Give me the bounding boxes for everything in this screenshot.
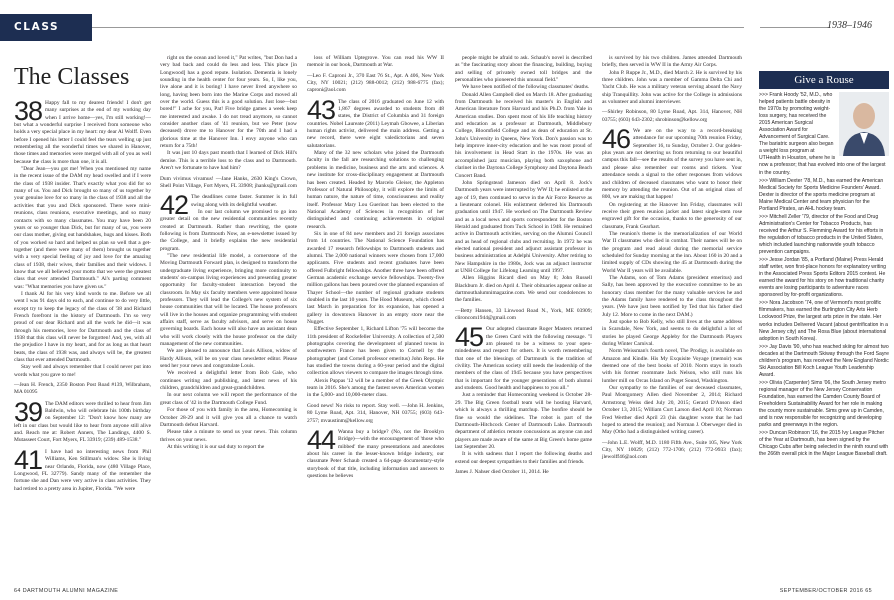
paragraph: people might be afraid to ask. Schaub's novel is described as "the fascinating story about the financing, building, buying and selling of privately owned toll bridges and the personalities who pioneered this unusual field."	[455, 55, 592, 84]
class-year-number: 46	[602, 124, 631, 155]
paragraph: I have had no interesting news from Phil Williams, Ken Stillman's widow. She is living near Orlando, Florida, now (480 Village Place, Longwood, FL 32779). Sandy many of the remember the fortune she and Dan were very active in class activities. They had retired to a pretty area in Jupiter, Florida. "We were	[14, 448, 151, 492]
sidebar-body	[759, 92, 889, 458]
signature: —Jean H. French, 2350 Boston Post Road #139, Wilbraham, MA 01095	[14, 382, 151, 396]
class-section	[160, 55, 297, 190]
signature: —Leo F. Caproni Jr., 370 East 76 St., Apt. A 406, New York City, NY 10021; (212) 988-0012; (212) 988-6775 (fax); caproni@aol.com	[307, 72, 444, 94]
class-section	[455, 322, 592, 476]
paragraph: Effective September 1, Richard Lifton '75 will become the 11th president of Rockefeller University. A collection of 2,500 photographs covering the development of planned towns in southwestern France has been given to Cornell by the photographer (and Cornell professor emeritus) John Reps. He has studied the towns during a 60-year period and the digital collection allows viewers to compare the images through time.	[307, 326, 444, 377]
sidebar-item: >>> Jay Davis '90, who has reached skiing for almost two decades at the Dartmouth Skiway through the Ford Sayre children's program, has received the New England Nordic Ski Association Bill Koch League Youth Leadership Award.	[759, 343, 889, 378]
column-3	[307, 55, 444, 580]
signature: James J. Nahser died October 11, 2014. He	[455, 468, 549, 475]
class-year-number: 41	[14, 444, 43, 475]
paragraph: It is with sadness that I report the following deaths and extend our deepest sympathies to their families and friends.	[455, 451, 592, 465]
paragraph: John Springstead Jameson died on April 8. Jock's Dartmouth years were interrupted by WW II; he enlisted at the age of 19, then continued to serve in the Air Force Reserve as a lieutenant colonel. His enlistment deferred his Dartmouth graduation until 1947. He worked on The Dartmouth Review and as a local news and sports correspondent for the Boston Herald and graduated from Tuck School in 1948. He remained active in Dartmouth activities, serving on the Alumni Council and as head of regional clubs and recruiting. In 1972 he was elected national president and adjunct assistant professor in business administration at Adelphi University. After retiring to New Hampshire in the 1980s, Jock was an adjunct instructor at UNH College for Lifelong Learning until 1997.	[455, 179, 592, 274]
paragraph: In our last column we promised to go into greater detail on the new residential communities recently created at Dartmouth. Rather than rewriting, the quote following is from Dartmouth Now, an e-newsletter issued by the College, and it briefly explains the new residential program.	[160, 208, 297, 252]
class-year-number: 39	[14, 396, 43, 427]
paragraph: Please take a minute to send us your news. This column thrives on your news.	[160, 429, 297, 443]
paragraph: We have been notified of the following classmates' deaths.	[462, 84, 590, 91]
paragraph: We received a delightful letter from Bob Gale, who continues writing and publishing, and latest news of his children, grandchildren and great-grandchildren.	[160, 370, 297, 392]
class-section	[14, 396, 151, 445]
page-title: The Classes	[14, 64, 130, 90]
sidebar-item: >>> William Dexter '78, M.D., has earned the American Medical Society for Sports Medicine Founders' Award. Dexter is director of the sports medicine program at Maine Medical Center and team physician for the Portland Pirates, an AHL hockey team.	[759, 177, 884, 212]
paragraph: The DAM editors were thrilled to hear from Jim Baldwin, who will celebrate his 100th birthday on September 12: "Don't know how many are left in our class but would like to hear from anyone still alive and. Reach me at: Robert Anners, The Landings, 4400 S. Mutasseet Court, Fort Myers, FL 33919; (239) 489-1538."	[14, 400, 151, 444]
paragraph: right on the ocean and loved it," Pat writes, "but Don had a very bad back and could do less and less. This place [in Longwood] has a good repute. Isolation. Dementia is lonely sounding in the health center for four years. So, I, like you, live alone and it is boring! I have never lived anywhere so long, having been born into the Marine Corps and moved all over the world. Guess this is a good solution. Just lose—but bored!" I ache for you, Pat! Five bridge games a week keep me interested and awake. I do not tread anymore, so cannot consider another class of '41 reunion, but we Peter (now deceased) drove me to Hanover for the 70th and I had a glorious time at the Hanover Inn. I envy anyone who can return for a 75th!	[160, 55, 297, 150]
class-section	[307, 424, 444, 480]
class-year-number: 42	[160, 190, 189, 221]
paragraph: is survived by his two children. James attended Dartmouth briefly, then served in WW II in the Army Air Corps.	[602, 55, 742, 69]
header-rule-right	[760, 27, 830, 28]
paragraph: It was just 10 days past month that I learned of Dick Hill's demise. This is a terrible loss to the class and to Dartmouth. Aren't we fortunate to have had him?	[160, 150, 297, 172]
paragraph: Happy fall to my dearest friends! I don't get many surprises at the end of my working day when I arrive home—yes, I'm still working!—but what a wonderful surprise I received from someone who holds a very special place in my heart: my dear Al Wolff. Even before I opened his letter I could feel the tears welling up just remembering all the wonderful times we shared in Hanover, those times and memories were merged with all of you as well because the class is more than one, it is all.	[14, 100, 151, 165]
paragraph: Many of the 32 new scholars who joined the Dartmouth faculty in the fall are researching solutions to challenging problems in medicine, business and the arts and sciences. A new institute for cross-disciplinary engagement at Dartmouth has been created. Headed by Marcelo Gleiser, the Appleton Professor of Natural Philosophy, it will explore the limits of human nature, the nature of time, consciousness and reality itself. Professor Mary Lou Guerinot has been elected to the National Academy of Sciences in recognition of her distinguished and continuing achievements in original research.	[307, 150, 444, 230]
sidebar-title: Give a Rouse	[759, 71, 889, 89]
class-section	[307, 94, 444, 425]
class-year-number: 38	[14, 96, 43, 126]
column-1	[14, 96, 151, 580]
sidebar-item: >>> Mitchell Zeller '79, director of the Food and Drug Administration's Center for Tobacco Products, has received the Arthur S. Flemming Award for his efforts in the regulation of tobacco products in the United States, which included launching nationwide youth tobacco prevention campaigns.	[759, 213, 884, 256]
paragraph: Just a reminder that Homecoming weekend is October 28-29. The Big Green football team will be hosting Harvard, which is always a thrilling matchup. The bonfire should be fine so would the sidelines. The robot is part of the Dartmouth-Hitchcock Center of Dartmouth Lake. Dartmouth department of athletics remote concussions as anyone can and players are made aware of the same at Big Green's home game last September 20.	[455, 392, 592, 450]
class-section	[307, 55, 444, 95]
signature: Dum vivimus vivamus! —Jane Hanks, 2630 King's Crown, Shell Point Village, Fort Myers, FL 33908; jhanks@gmail.com	[160, 175, 297, 189]
class-section	[455, 55, 592, 322]
paragraph: At this writing it is our sad duty to report the	[167, 443, 265, 450]
year-range: 1938–1946	[827, 20, 872, 31]
class-section	[602, 124, 742, 461]
sidebar-item: >>> Jesse Jordan '85, a Portland (Maine) Press Herald staff writer, won first-place honors for explanatory writing in the Associated Press Sports Editors 2015 contest. He earned the award for his story on how traditional charity events are losing participants to adventure races sponsored by for-profit organizations.	[759, 257, 887, 299]
header-rule-left	[92, 27, 744, 28]
paragraph: John P. Ruppe Jr., M.D., died March 2. He is survived by his three children. John was a member of Gamma Delta Chi and Yacht Club. He was a military veteran serving aboard the Navy ship Tranquillity. John was active for the College in admissions as volunteer and alumni interviewer.	[602, 69, 742, 106]
footer-left: 64 DARTMOUTH ALUMNI MAGAZINE	[14, 588, 119, 594]
sidebar-item: >>> Duncan Robinson '16, the 2015 Ivy League Pitcher of the Year at Dartmouth, has been signed by the Chicago Cubs after being selected in the ninth round with the 266th overall pick in the Major League Baseball draft.	[759, 430, 889, 458]
class-section	[602, 55, 742, 124]
class-year-number: 43	[307, 94, 336, 125]
class-year-number: 44	[307, 424, 336, 455]
sidebar-give-a-rouse	[759, 66, 889, 586]
class-section	[14, 444, 151, 493]
column-5	[602, 55, 742, 580]
column-2	[160, 55, 297, 580]
paragraph: Six in one of 84 new members and 21 foreign associates from 14 countries. The National Science Foundation has awarded 17 research fellowships to Dartmouth students and alumni. The 2,000 national winners were chosen from 17,000 applicants. Five students and recent graduates have been offered Fulbright fellowships. Another three have been offered German academic exchange service fellowships. Twenty-five million gallons has been poured over the planned expansion of Thayer School—the number of regional graduate students doubled in the last 10 years. The Hood Museum, which closed last March in preparation for its expansion, has opened a gallery in downtown Hanover in an empty store near the Nugget.	[307, 230, 444, 326]
paragraph: I thank Al for his very kind words to me. Before we all went I was 91 days old to each, and continue to do very little, except try to keep the legacy of the class of '38 and Richard French forefront in the history of Dartmouth. I'm so very proud of our dear Richard and all the work he did—it was through his memories, love for Dartmouth and the class of 1938 that this class will never be forgotten! And, yes, with all the prejudice I have in my heart, and for as long as that heart beats, the class of 1938 was, and always will be, the greatest class that ever attended Dartmouth.	[14, 290, 151, 364]
paragraph: The reunion's theme is the memorialization of our World War II classmates who died in combat. Their names will be on the program and read aloud during the memorial service scheduled for Sunday morning at the inn. About 160 in 20 and a limited supply of CDs showing the 45 at Dartmouth during the World War II years will be available.	[602, 230, 742, 274]
portrait-photo	[839, 92, 889, 156]
class-section	[14, 96, 151, 397]
sidebar-item: >>> Olivia (Carpenter) Sims '06, the South Jersey metro regional manager of the New Jersey Conservation Foundation, has earned the Camden County Board of Freeholders Sustainability Award for her role in making the county more sustainable. Sims grew up in Camden, and is now responsible for recognizing and developing parks and greenways in the region.	[759, 379, 886, 429]
paragraph: "The new residential life model, a cornerstone of the Moving Dartmouth Forward plan, is designed to transform the undergraduate living experience, bringing more continuity to students' on-campus living experiences and presenting greater opportunity for faculty-student interaction beyond the classroom. In May six faculty members were appointed house professors. They will lead the College's new system of six house communities that will be located. The house professors will live in the houses and organize programming with student affairs staff, serve as faculty advisors, and serve on house governing boards. Each house will also have an assistant dean who will work closely with the house professor on the daily management of the new communities.	[160, 252, 297, 348]
section-tab: CLASS NOTES	[0, 14, 92, 41]
class-year-number: 45	[455, 322, 484, 353]
signature: Good news! No risks to report. Stay well. —John H. Jenkins, 80 Lyme Road, Apt. 314, Hanover, NH 03755; (603) 643-2757; mvaustinm@kellow.org	[307, 402, 444, 424]
paragraph: Alexis Pappas '12 will be a member of the Greek Olympic team in 2016. She's among the fastest seven American women in the 5,000- and 10,000-meter class.	[307, 377, 444, 399]
paragraph: Allen Higgins Ricard died on May 8; John Russell Blackburn Jr. died on April 4. Their obituaries appear online at dartmouthalumnimagazine.com. We send our condolences to the families.	[455, 275, 592, 304]
sidebar-item: >>> Nora Jacobson '74, one of Vermont's most prolific filmmakers, has earned the Burlington City Arts Herb Lockwood Prize, the largest arts prize in the state. Her works includes Delivered Vacant (about gentrification in a New Jersey city) and The Rosa Blue (about international adoption in South Korea).	[759, 300, 889, 342]
paragraph: The class of 2016 graduated on June 12 with 1,867 degrees awarded to students from 48 states, the District of Columbia and 31 foreign countries. Nobel Laureate (2011) Leymah Gbowee, a Liberian human rights activist, delivered the main address. Getting a new record, there were eight valedictorians and seven salutatorians.	[307, 98, 444, 149]
paragraph: For those of you with family in the area, Homecoming is October 28-29 and it will give you all a chance to watch Dartmouth defeat Harvard.	[160, 407, 297, 428]
signature: —Shirley Robinson, 80 Lyme Road, Apt. 314, Hanover, NH 03755; (603) 643-2302; shrobinson@kellow.org	[602, 109, 742, 123]
footer-right: SEPTEMBER/OCTOBER 2016 65	[779, 588, 872, 594]
paragraph: loss of William Uptegrove. You can read his WW II memoir in our book, Dartmouth at War.	[307, 55, 444, 69]
sidebar-item: >>> Frank Hoody '52, M.D., who helped patients battle obesity in the 1970s by promoting weight-loss surgery, has received the 2015 American Surgical Association Award for Advancement of Surgical Care. The bariatric surgeon also began a weight loss program at UTHealth in Houston, where he is now a professor; that has evolved into one of the largest in the country.	[759, 92, 886, 176]
paragraph: Wanna buy a bridge? (No, not the Brooklyn Bridge)—with the encouragement of 'those who mibbed' the many presentations and anecdotes about his career in the lesser-known bridge industry, our classmate Peter Schaub created a 64-page documentary-style storybook of that title, including information and answers to questions he believes	[307, 428, 444, 479]
signature: —Betty Hansen, 33 Linwood Road N., York, ME 03909; clironcom1944@gmail.com	[455, 307, 592, 322]
paragraph: We are pleased to announce that Louis Allison, widow of Hardy Allison, will be on your class newsletter editor. Please send her your news and congratulate Louis.	[160, 348, 297, 370]
paragraph: The Adams, son of Tom Adams (president emeritus) and Sally, has been approved by the executive committee to be an honorary class member for the many valuable services he and the Adams family have rendered to the class throughout the years. (We have just been notified by Ted that his father died July 12. More to come in the next DAM.)	[602, 274, 742, 318]
paragraph: Stay well and always remember that I could never put into words what you gave to me!	[14, 364, 151, 378]
paragraph: Our adopted classmate Roger Masters returned the Green Card with the following message. "I am pleased to be a witness to your open-mindedness and respect for others. It is worth remembering that one of the blessings of Dartmouth is the tradition of civility. The American society still needs the leadership of the members of the class of 1945 because you have perspectives that is important for the younger generations of both alumni and students. Good health and happiness to you all."	[455, 326, 592, 392]
paragraph: Donald Allen Campbell died on March 18. After graduating from Dartmouth he received his master's in English and American literature from Harvard and his Ph.D. from Yale in American studies. Don spent most of his life teaching history and education as a professor at Dartmouth, Middlebury College, Bloomfield College and as dean of education at St. John's University in Queens, New York. Don's passion was to help improve inner-city education and he was most proud of his involvement in Head Start in the 1970s. He was an accomplished jazz musician, playing both saxophone and clarinet in the Daytona College Symphony and Daytona Beach Concert Band.	[455, 91, 593, 179]
paragraph: Just spoke to Bob Kelly, who still lives at the same address in Scarsdale, New York, and seems to do delightful a lot of stories he played George Appleby for the Dartmouth Players during Winter Carnival.	[602, 319, 742, 348]
paragraph: In our next column we will report the performance of the great class of '42 in the Dartmouth College Fund.	[160, 392, 297, 406]
paragraph: "Dear Jean—you got me! When you mentioned my name in the recent issue of the DAM my head swelled and if I were the class of 1938 insider. That's exactly what you did for so many of us. You and Dick brought so many of us together by your genuine love for so many in the class of 1938 and all the activities that you and Dick sponsored. There were mini-reunions, class reunions, executive meetings, and so many contacts with so many classmates. You may have been 20 years or so younger than Dick, but for many of us, you were our class mother, giving out handshakes, hugs and kisses. Both of you worked so hard and helped us plan so well that a get-together (and there were many of them) brought us together with a very special feeling of joy and love for the amazing class of 1938, their wives, their families and their widows. I know that we all believed your motto that we were the greatest class that ever attended Dartmouth." Al's parting comment was: "What memories you have given us."	[14, 166, 151, 290]
paragraph: On registering at the Hanover Inn Friday, classmates will receive their green reunion jacket and latest single-stem rose engraved gift for the occasion, thanks to the generosity of our classmate, Frank Gearhart.	[602, 201, 742, 230]
signature: —John L.E. Wolff, M.D. 1180 Fifth Ave., Suite 105, New York City, NY 10029; (212) 772-1706; (212) 772-9933 (fax); jlewolff46@aol.com	[602, 439, 742, 461]
paragraph: Our sympathy to the families of our deceased classmates, Paul Montgomery Allen died November 2, 2014; Richard Armstrong Weiss died July 20, 2015; Gerard D'Anson died October 13, 2015; William Curt Larson died April 10; Norman Fred Werther died April 23 (his daughter wrote that he had hoped to attend the reunion); and Norman J. Oberweger died in May (Otho had a distinguished writing career).	[602, 385, 742, 436]
paragraph: We are on the way to a record-breaking attendance for our upcoming 70th reunion Friday, September 16, to Sunday, October 2. Our golden-plus years are not deterring us from returning to our beautiful campus this fall—see the results of the survey you have sent in, and please also remember our rooms and tickets. Your attendance sends a signal to the other responses from widows and children of deceased classmates who want to honor their memory by attending the reunion. Out of an original class of 800, we are making that happen!	[602, 128, 742, 201]
paragraph: The deadlines come faster. Summer is in full swing along with its delightful weather.	[191, 194, 297, 208]
class-section	[160, 190, 297, 451]
column-4	[455, 55, 592, 580]
paragraph: Norm Weissman's fourth novel, The Prodigy, is available on Amazon and Kindle. His My Exquisite Voyage (memoir) was deemed one of the best books of 2010. Norm stays in touch with his former roommate Jack Nelson, who still runs his lumber mill on Orcas Island on Puget Sound, Washington.	[602, 348, 742, 384]
